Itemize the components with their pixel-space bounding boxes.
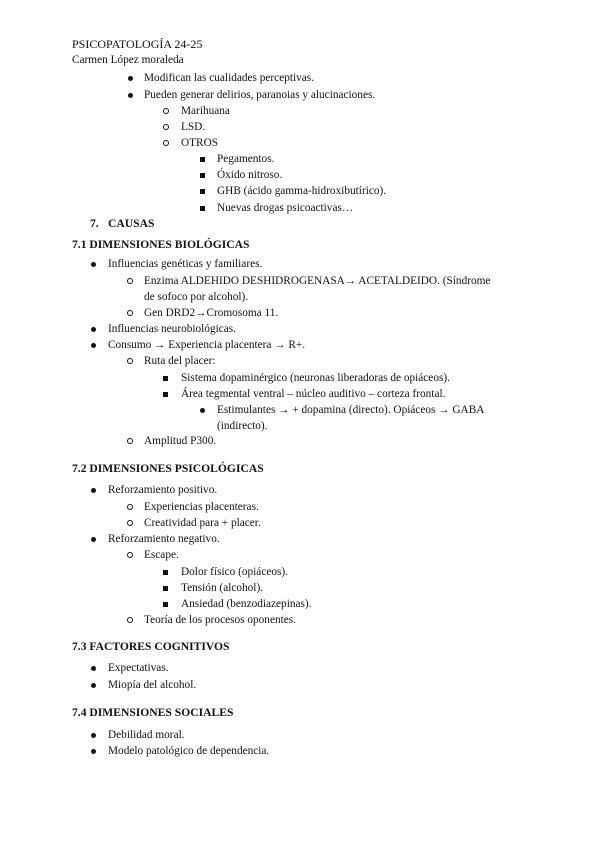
list-item: Área tegmental ventral – núcleo auditivo – corteza frontal.: [181, 388, 446, 400]
list-item: Gen DRD2→Cromosoma 11.: [144, 307, 279, 319]
list-item: Creatividad para + placer.: [144, 517, 261, 529]
subsection-title: 7.2 DIMENSIONES PSICOLÓGICAS: [72, 462, 264, 475]
bullet-dot: [91, 666, 96, 671]
author-name: Carmen López moraleda: [72, 54, 184, 66]
bullet-circle: [163, 108, 169, 114]
bullet-dot: [91, 488, 96, 493]
section-number: 7.: [90, 217, 99, 230]
bullet-dot: [200, 408, 205, 413]
bullet-dot: [128, 76, 133, 81]
bullet-dot: [91, 262, 96, 267]
list-item: Influencias genéticas y familiares.: [108, 258, 263, 270]
bullet-square: [163, 586, 168, 591]
list-item-continuation: (indirecto).: [217, 420, 268, 432]
list-item: Pegamentos.: [217, 153, 275, 165]
list-item: Reforzamiento positivo.: [108, 484, 218, 496]
subsection-title: 7.3 FACTORES COGNITIVOS: [72, 640, 230, 653]
bullet-square: [163, 570, 168, 575]
list-item: Modifican las cualidades perceptivas.: [144, 72, 315, 84]
bullet-circle: [127, 278, 133, 284]
list-item: Óxido nitroso.: [217, 169, 283, 181]
bullet-dot: [91, 683, 96, 688]
list-item: Enzima ALDEHIDO DESHIDROGENASA→ ACETALDEIDO. (Síndrome: [144, 275, 491, 287]
list-item: Experiencias placenteras.: [144, 501, 259, 513]
list-item: Marihuana: [181, 105, 230, 117]
list-item: OTROS: [181, 137, 219, 149]
subsection-title: 7.1 DIMENSIONES BIOLÓGICAS: [72, 238, 250, 251]
list-item-continuation: de sofoco por alcohol).: [144, 291, 249, 303]
bullet-circle: [127, 358, 133, 364]
bullet-circle: [127, 552, 133, 558]
list-item: Ansiedad (benzodiazepinas).: [181, 598, 312, 610]
list-item: Modelo patológico de dependencia.: [108, 745, 270, 757]
list-item: Miopía del alcohol.: [108, 679, 197, 691]
list-item: Consumo → Experiencia placentera → R+.: [108, 339, 306, 351]
list-item: Sistema dopaminérgico (neuronas liberadoras de opiáceos).: [181, 372, 450, 384]
list-item: Escape.: [144, 549, 179, 561]
bullet-dot: [91, 327, 96, 332]
bullet-circle: [127, 504, 133, 510]
list-item: Debilidad moral.: [108, 729, 185, 741]
list-item: GHB (ácido gamma-hidroxibutírico).: [217, 185, 387, 197]
bullet-square: [200, 157, 205, 162]
bullet-dot: [91, 749, 96, 754]
list-item: Dolor físico (opiáceos).: [181, 566, 288, 578]
list-item: Tensión (alcohol).: [181, 582, 264, 594]
list-item: Nuevas drogas psicoactivas…: [217, 202, 354, 214]
list-item: LSD.: [181, 121, 206, 133]
list-item: Amplitud P300.: [144, 435, 217, 447]
bullet-square: [200, 189, 205, 194]
bullet-dot: [128, 93, 133, 98]
subsection-title: 7.4 DIMENSIONES SOCIALES: [72, 706, 234, 719]
bullet-square: [163, 602, 168, 607]
bullet-dot: [91, 537, 96, 542]
bullet-square: [200, 206, 205, 211]
bullet-circle: [127, 617, 133, 623]
bullet-circle: [163, 140, 169, 146]
list-item: Teoría de los procesos oponentes.: [144, 614, 296, 626]
bullet-square: [200, 173, 205, 178]
list-item: Estimulantes → + dopamina (directo). Opiáceos → GABA: [217, 404, 485, 416]
bullet-square: [163, 376, 168, 381]
course-title: PSICOPATOLOGÍA 24-25: [72, 37, 203, 51]
list-item: Influencias neurobiológicas.: [108, 323, 236, 335]
list-item: Ruta del placer:: [144, 355, 216, 367]
bullet-square: [163, 392, 168, 397]
bullet-circle: [127, 310, 133, 316]
list-item: Expectativas.: [108, 662, 169, 674]
bullet-circle: [127, 438, 133, 444]
list-item: Pueden generar delirios, paranoias y alucinaciones.: [144, 89, 376, 101]
section-title: CAUSAS: [108, 217, 155, 230]
bullet-circle: [127, 520, 133, 526]
bullet-dot: [91, 733, 96, 738]
bullet-dot: [91, 343, 96, 348]
bullet-circle: [163, 124, 169, 130]
list-item: Reforzamiento negativo.: [108, 533, 220, 545]
